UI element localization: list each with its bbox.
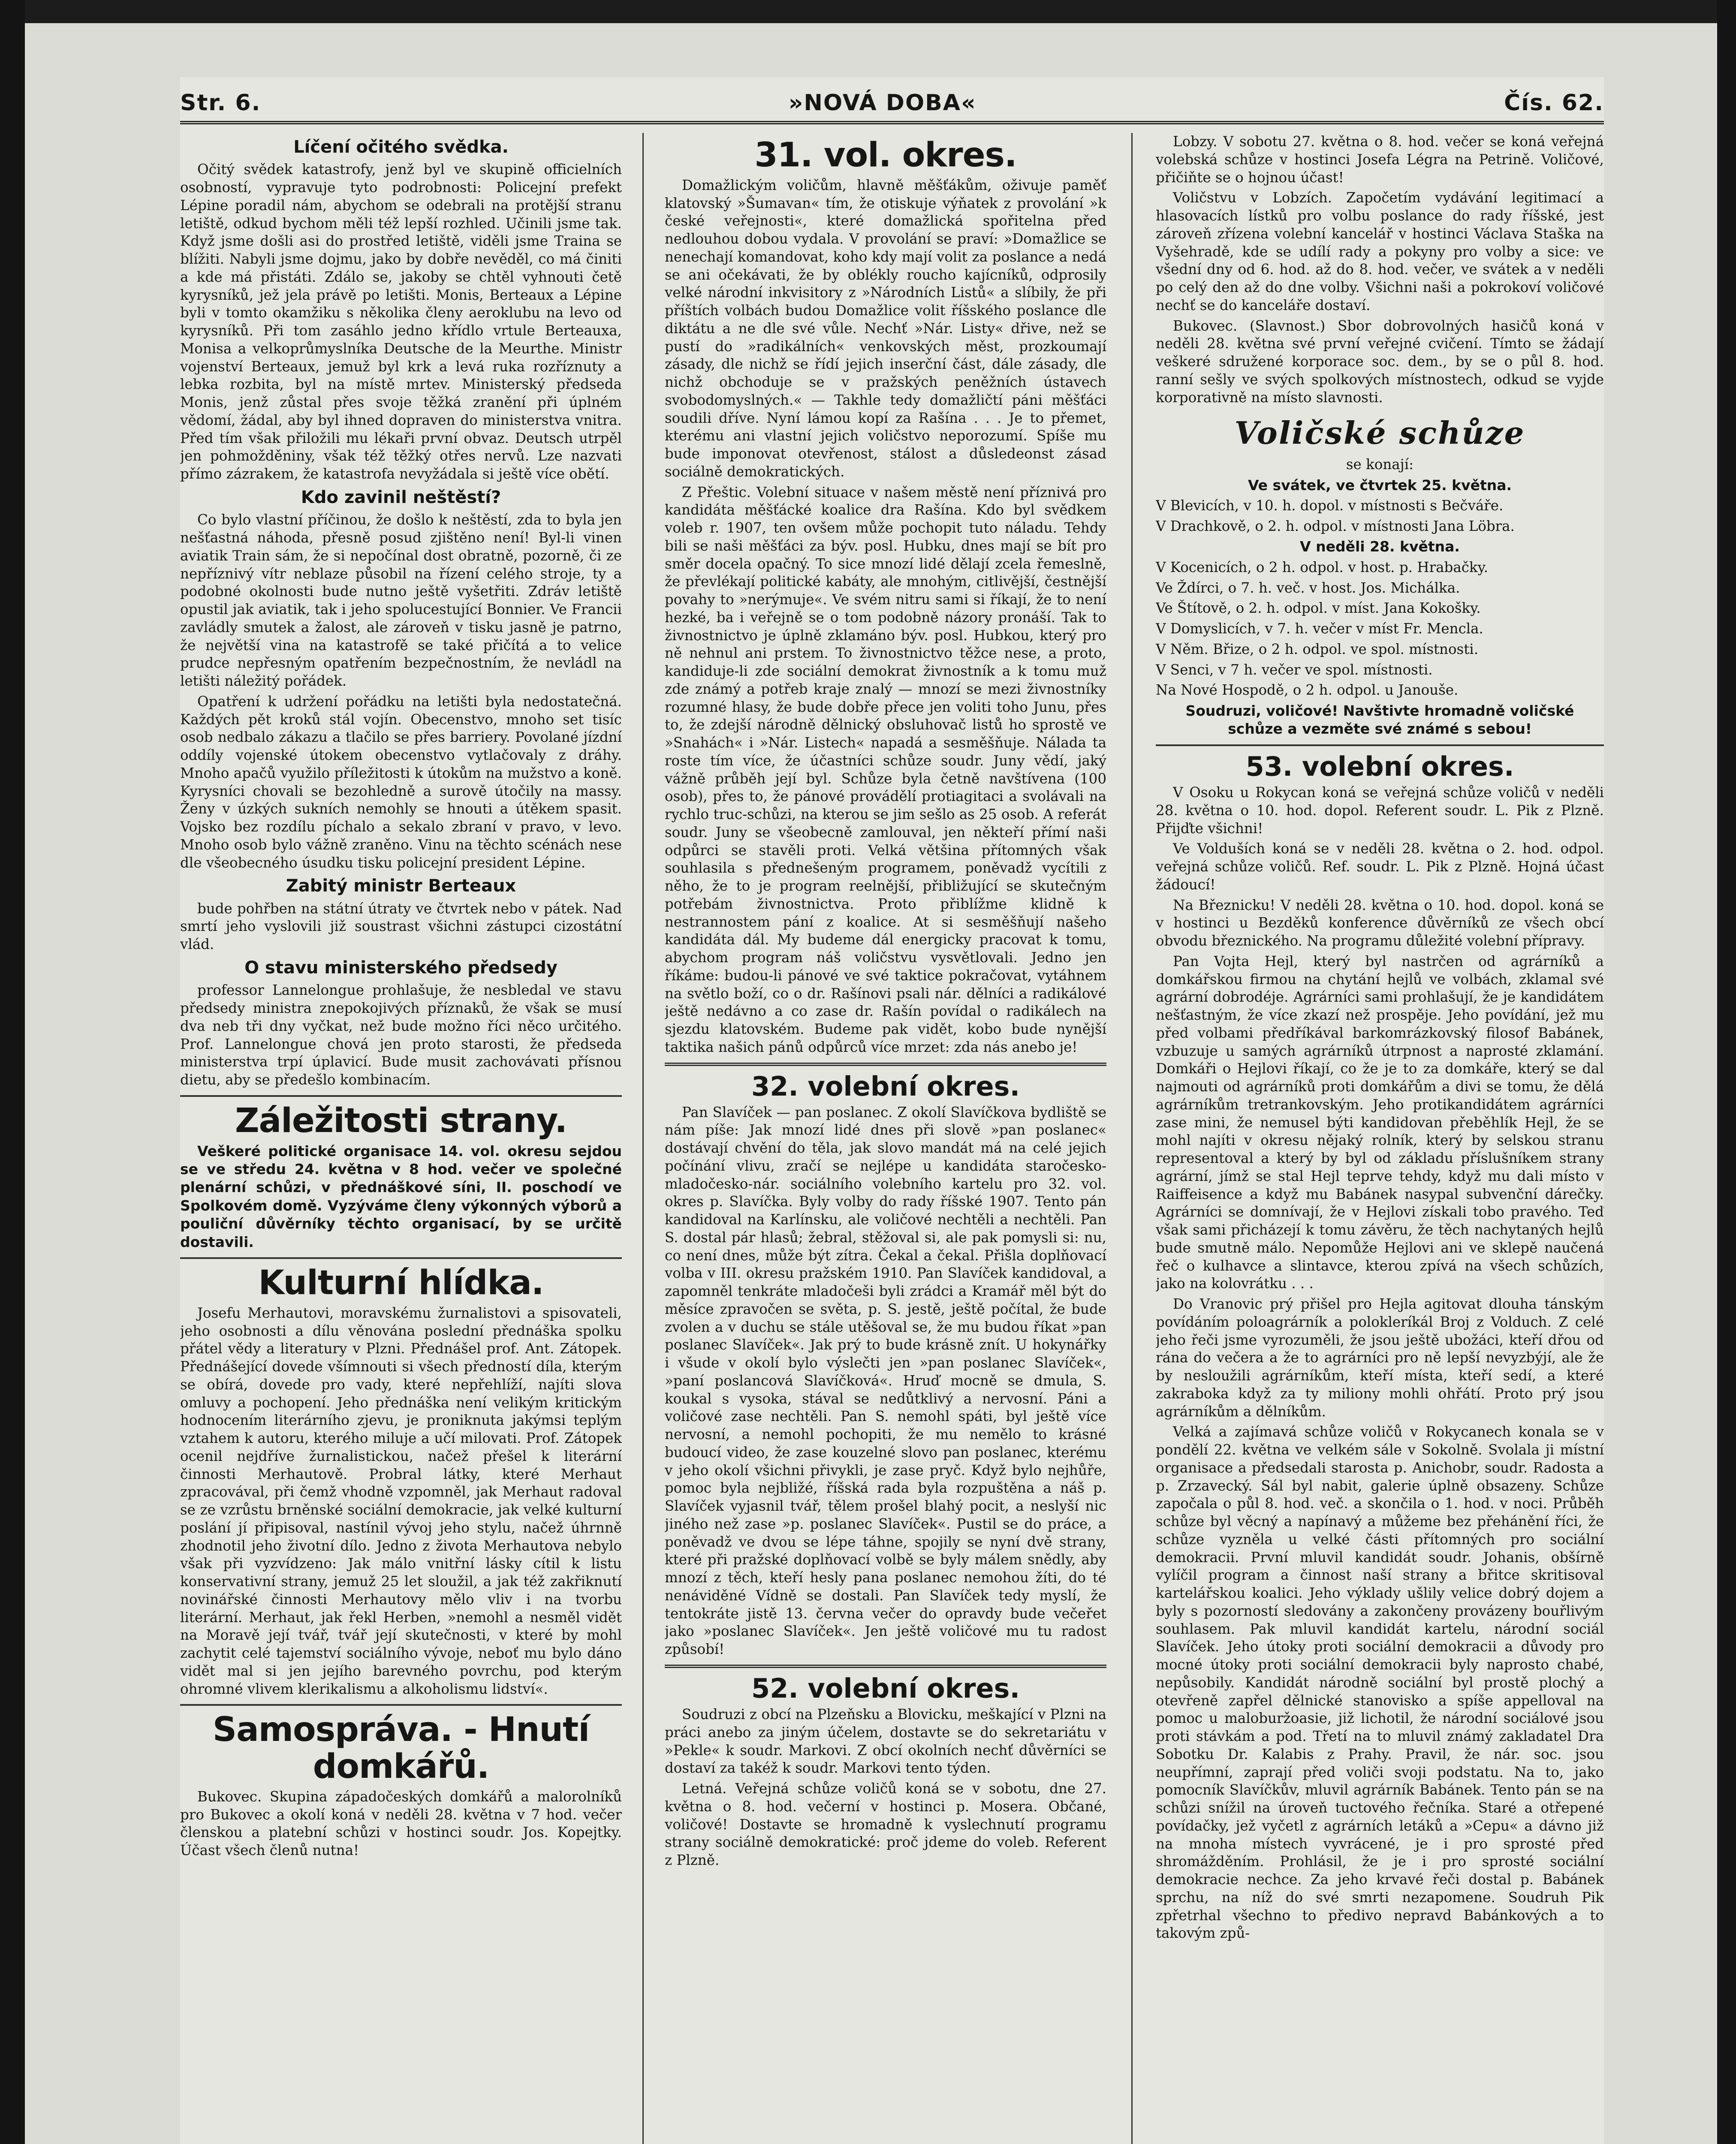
meetings-day-2: V neděli 28. května.	[1300, 538, 1460, 555]
meeting-item: V Senci, v 7 h. večer ve spol. místnosti.	[1156, 661, 1433, 678]
section-divider	[665, 1665, 1106, 1668]
section-divider	[665, 1063, 1106, 1066]
scan-border-right	[1717, 0, 1736, 2144]
article-body-premier-state: professor Lannelongue prohlašuje, že nesbledal ve stavu předsedy ministra znepokojivých příznaků, že však se musí dva neb tři dny vyčkat, než bude možno říci něco určitého. Prof. Lannelongue chová jen proto starosti, že předseda ministerstva trpí úplavicí. Bude musit zachovávati přísnou dietu, aby se předešlo kombinacím.	[180, 982, 622, 1088]
section-divider	[1156, 744, 1604, 746]
article-body-who-caused-2: Opatření k udržení pořádku na letišti byla nedostatečná. Každých pět kroků stál vojín. Obecenstvo, mnoho set tisíc osob nedbalo zákazu a tlačilo se přes barriery. Povolané jízdní oddíly vojenské útokem obecenstvo vytlačovaly z dráhy. Mnoho apačů využilo příležitosti k útokům na mužstvo a koně. Kyrysníci chovali se bezohledně a surově útočily na massy. Ženy v úzkých sukních nemohly se hnouti a útěkem spasit. Vojsko bez rozdílu píchalo a sekalo zbraní v pravo, v levo. Mnoho osob bylo vážně zraněno. Vinu na těchto scénách nese dle všeobecného úsudku tisku policejní president Lépine.	[180, 693, 622, 871]
section-title-district-52: 52. volební okres.	[751, 1672, 1020, 1704]
column-rule-1	[642, 133, 644, 2144]
article-body-minister-killed: bude pohřben na státní útraty ve čtvrtek nebo v pátek. Nad smrtí jeho vyslovili již soustrast všichni zástupci cizostátní vlád.	[180, 900, 622, 953]
meetings-day-1: Ve svátek, ve čtvrtek 25. května.	[1248, 476, 1512, 494]
meeting-item: Ve Ždírci, o 7. h. več. v host. Jos. Michálka.	[1156, 579, 1460, 596]
section-divider	[180, 1257, 622, 1259]
district-53-body-4: Pan Vojta Hejl, který byl nastrčen od agrárníků a domkářskou firmou na chytání hejlů ve volbách, zklamal své agrární dobrodéje. Agrárníci sami prohlašují, že je kandidátem nešťastným, že více zkazí než prospěje. Jeho povídání, jež mu před volbami předříkával barkomrázkovský filosof Babánek, vzbuzuje u samých agrárníků útrpnost a naprosté zklamání. Domkáři o Hejlovi říkají, co že je to za domkáře, který se dal najmouti od agrárníků proti domkářům a divi se tomu, že dělá agrárníkům tretrankovským. Jeho protikandidátem agrárníci zase mini, že nemusel býti kandidovan přeběhlík Hejl, že se mohl najíti v okresu nějaký rolník, který by selskou stranu representoval a který by byl od základu příslušníkem strany agrární, jímž se stal Hejl teprve tehdy, když mu dali místo v Raiffeisence a když mu Babánek nasypal subvenční dárečky. Agrárníci se domnívají, že v Hejlovi získali tobo pravého. Teď však sami přicházejí k tomu závěru, že těch nachytaných hejlů bude smutně málo. Nepomůže Hejlovi ani ve sklepě naučená řeč o kulhavce a slintavce, kterou zpívá na všech schůzích, jako na kolovrátku . . .	[1156, 953, 1604, 1292]
column-2	[665, 133, 1106, 2144]
column-3	[1156, 133, 1604, 2144]
masthead-title: »NOVÁ DOBA«	[788, 90, 976, 116]
district-52-body-1: Soudruzi z obcí na Plzeňsku a Blovicku, meškající v Plzni na práci anebo za jiným účelem, dostavte se do sekretariátu v »Pekle« k soudr. Markovi. Z obcí okolních nechť důvěrníci se dostaví za takéž k soudr. Markovi tento týden.	[665, 1706, 1106, 1777]
meeting-item: V Drachkově, o 2. h. odpol. v místnosti Jana Löbra.	[1156, 518, 1515, 534]
section-body-selfgov: Bukovec. Skupina západočeských domkářů a malorolníků pro Bukovec a okolí koná v neděli 28. května v 7 hod. večer členskou a platební schůzi v hostinci soudr. Jos. Kopejtky. Účast všech členů nutna!	[180, 1788, 622, 1859]
district-32-body: Pan Slavíček — pan poslanec. Z okolí Slavíčkova bydliště se nám píše: Jak mnozí lidé dnes při slově »pan poslanec« dostávají chvění do těla, jak slovo mandát má na celé jejich počínání vlivu, zračí se nejlépe u kandidáta staročesko-mladočesko-nár. sociálního volebního kartelu pro 32. vol. okres p. Slavíčka. Byly volby do rady říšské 1907. Tento pán kandidoval na Karlínsku, ale voličové nechtěli a nechtěli. Pan S. dostal pár hlasů; žebral, stěžoval si, ale pak pomysli si: nu, co není dnes, může být zítra. Čekal a čekal. Přišla doplňovací volba v III. okresu pražském 1910. Pan Slavíček kandidoval, a zapomněl tenkráte mladočeši byli zrádci a Kramář měl být do měsíce zpravočen se světa, p. S. jestě, ještě počítal, že bude zvolen a v duchu se stále utěšoval se, že mu budou říkat »pan poslanec Slavíček«. Jak prý to bude krásně znít. U hokynářky i všude v okolí bylo výslečti jen »pan poslanec Slavíček«, »paní poslancová Slavíčková«. Hruď mocně se dmula, S. koukal s vysoka, stával se nedůtklivý a nervosní. Páni a voličové zase nechtěli. Pan S. nemohl spáti, byl ještě více nervosní, a nemohl pochopiti, že mu nemělo to krásné budoucí video, že zase kouzelné slovo pan poslanec, kterému v jeho okolí všichni přivykli, je zase pryč. Když bylo nejhůře, pomoc byla nejbližé, říšská rada byla rozpuštěna a náš p. Slavíček vyjasnil tvář, tělem prošel blahý pocit, a neslyší nic jiného než zase »p. poslanec Slavíček«. Pustil se do práce, a poněvadž ve dvou se lépe táhne, spojily se nyní dvě strany, které při pražské doplňovací volbě se byly málem snědly, aby mnozí z těch, kteří hesly pana poslanec nemohou žíti, do té nenáviděné Vídně se dostali. Pan Slavíček tedy myslí, že tentokráte jistě 13. června večer do opravdy bude večeřet jako »poslanec Slavíček«. Jen ještě voličové mu tu radost způsobí!	[665, 1104, 1106, 1658]
district-53-body-1: V Osoku u Rokycan koná se veřejná schůze voličů v neděli 28. května o 10. hod. dopol. Referent soudr. L. Pik z Plzně. Přijďte všichni!	[1156, 784, 1604, 837]
section-title-voter-meetings: Voličské schůze	[1234, 415, 1525, 452]
section-title-district-53: 53. volební okres.	[1245, 750, 1514, 782]
district-53-body-2: Ve Volduších koná se v neděli 28. května o 2. hod. odpol. veřejná schůze voličů. Ref. soudr. L. Pik z Plzně. Hojná účast žádoucí!	[1156, 840, 1604, 893]
section-title-culture: Kulturní hlídka.	[258, 1263, 544, 1302]
section-title-district-32: 32. volební okres.	[751, 1070, 1020, 1102]
issue-number: Čís. 62.	[1504, 90, 1604, 116]
notice-lobzy: Lobzy. V sobotu 27. května o 8. hod. večer se koná veřejná volebská schůze v hostinci Josefa Légra na Petrině. Voličové, přičiňte se o hojnou účast!	[1156, 133, 1604, 186]
district-31-body-2: Z Přeštic. Volební situace v našem městě není příznivá pro kandidáta měšťácké koalice dra Rašína. Kdo byl svědkem voleb r. 1907, ten ovšem může pochopit tuto náladu. Tehdy bili se naši měšťáci za býv. posl. Hubku, dnes mají se bít pro směr docela opačný. To sice mnozí lidé dělají zcela řemeslně, že převlékají politické kabáty, ale mnohým, citlivější, čestnější povahy to »nerýmuje«. Ve svém nitru sami si říkají, že to není hezké, ba i veřejně se o tom podobně názory pronáší. Tak to živnostnictvo je úplně zklamáno býv. posl. Hubkou, který pro ně nehnul ani prstem. To živnostnictvo těžce nese, a proto, kandiduje-li zde sociální demokrat živnostník a k tomu muž zde známý a potřeb kraje znalý — mnozí se mezi živnostníky rozumné hlasy, že bude dobře přece jen voliti toho Junu, přes to, že zdejší národně dělnický obsluhovač listů ho sprostě ve »Snahách« i »Nár. Listech« napadá a sesměšňuje. Nálada ta roste tím více, že účastníci schůze soudr. Juny vědí, jaký vážně průběh její byl. Schůze byla četně navštívena (100 osob), přes to, že pánové provádělí protiagitaci a svolávali na rychlo truc-schůzi, na kterou se jim sešlo as 25 osob. A referát soudr. Juny se všeobecně zamlouval, jen někteří přímí naši odpůrci se stavěli proti. Velká většina přítomných však souhlasila s přednešeným programem, poněvadž vycítili z něho, že to je program reelnější, přibližující se skutečným potřebám živnostnictva. Proto přiblížme klidně k nestrannostem pání z koalice. At si sesměšňují našeho kandidáta dál. My budeme dál energicky pracovat k tomu, abychom program náš voličstvu vysvětlovali. Jedno jen říkáme: budou-li pánové ve své taktice pokračovat, vytáhnem na světlo boží, co o dr. Rašínovi psali nár. dělníci a radikálové ještě nedávno a co zase dr. Rašín povídal o radikálech na sjezdu klatovském. Budeme pak vidět, kobo bude nynější taktika našich pánů odpůrců více mrzet: zda nás anebo je!	[665, 484, 1106, 1055]
article-title-premier-state: O stavu ministerského předsedy	[244, 958, 558, 978]
article-title-witness: Líčení očitého svědka.	[293, 137, 509, 157]
section-body-culture: Josefu Merhautovi, moravskému žurnalistovi a spisovateli, jeho osobnosti a dílu věnována poslední přednáška spolku přátel vědy a literatury v Plzni. Přednášel prof. Ant. Zátopek. Přednášející dovede všímnouti si všech předností díla, kterým se obírá, dovede pro vady, které nepřehlíží, najíti slova omluvy a pochopení. Jeho přednáška není velikým kritickým hodnocením literárního zjevu, je proniknuta jakýmsi teplým vztahem k autoru, kterého miluje a učí milovati. Prof. Zátopek ocenil nejdříve žurnalistickou, načež přešel k literární činnosti Merhautově. Probral látky, které Merhaut zpracovával, při čemž vhodně vzpomněl, jak Merhaut radoval se ze vzrůstu brněnské sociální demokracie, jak velké kulturní poslání jí připisoval, nastínil vývoj jeho stylu, načež úhrnně zhodnotil jeho životní dílo. Jedno z života Merhautova nebylo však při vyzvídzeno: Jak málo vnitřní lásky cítil k listu konservativní strany, jemuž 25 let sloužil, a jak též zakřiknutí novinářské činnosti Merhautovy mělo vliv i na tvorbu literární. Merhaut, jak řekl Herben, »nemohl a nesměl vidět na Moravě její tvář, tvář její skutečnosti, v které by mohl zachytit celé tajemství sociálního vývoje, neboť mu bylo dáno vidět mal si jen jejího barevného povrchu, pod kterým ohromné vlivem klerikalismu a alkoholismu lidství«.	[180, 1304, 622, 1697]
section-divider	[180, 1095, 622, 1097]
meeting-item: Na Nové Hospodě, o 2 h. odpol. u Janouše.	[1156, 682, 1459, 699]
scan-border-top	[0, 0, 1736, 23]
meeting-item: Ve Štítově, o 2. h. odpol. v míst. Jana Kokošky.	[1156, 600, 1481, 617]
section-title-district-31: 31. vol. okres.	[754, 136, 1017, 175]
article-body-witness: Očitý svědek katastrofy, jenž byl ve skupině officielních osobností, vypravuje tyto podrobnosti: Policejní prefekt Lépine poradil nám, abychom se odebrali na protější stranu letiště, odkud bychom měli též lepší rozhled. Učinili jsme tak. Když jsme došli asi do prostřed letiště, viděli jsme Traina se blížiti. Nabyli jsme dojmu, jako by dobře nevěděl, co má činiti a kde má přistáti. Zdálo se, jakoby se chtěl vyhnouti četě kyrysníků, jež jela právě po letišti. Monis, Berteaux a Lépine byli v tomto okamžiku s několika členy aeroklubu na levo od kyrysníků. Při tom zasáhlo jedno křídlo vrtule Berteauxa, Monisa a velkoprůmyslníka Deutsche de la Meurthe. Ministr vojenství Berteaux, jemuž byl krk a levá ruka rozříznuty a lebka rozbita, byl na místě mrtev. Ministerský předseda Monis, jenž zůstal přes svoje těžká zranění při úplném vědomí, žádal, aby byl ihned dopraven do ministerstva vnitra. Před tím však přiložili mu lékaři první obvaz. Deutsch utrpěl jen pohmožděniny, však též těžký otřes nervů. Lze nazvati přímo zázrakem, že katastrofa nevyžádala si ještě více obětí.	[180, 161, 622, 482]
district-53-body-3: Na Březnicku! V neděli 28. května o 10. hod. dopol. koná se v hostinci u Bezděků konference důvěrníků ze všech obcí obvodu březnického. Na programu důležité volební přípravy.	[1156, 897, 1604, 949]
section-title-party: Záležitosti strany.	[235, 1101, 567, 1140]
page-header	[180, 77, 1604, 124]
scan-border-left	[0, 0, 25, 2144]
section-divider	[180, 1704, 622, 1706]
article-title-who-caused: Kdo zavinil neštěstí?	[301, 487, 501, 507]
meetings-call-to-action: Soudruzi, voličové! Navštivte hromadně voličské schůze a vezměte své známé s sebou!	[1185, 702, 1574, 738]
article-body-who-caused-1: Co bylo vlastní příčinou, že došlo k neštěstí, zda to byla jen nešťastná náhoda, přesně posud zjištěno není! Byl-li vinen aviatik Train sám, že si nepočínal dost obratně, pozorně, či ze nepříznivý vítr neblaze působil na řízení celého stroje, ty a podobné okolnosti bude nutno ještě vyšetřiti. Zdráv letiště opustil jak aviatik, tak i jeho spolucestující Bonnier. Ve Francii zavládly smutek a žalost, ale zároveň v tisku jasně je patrno, že největší vina na katastrofě se také přičítá a to velice prudce nepřesným opatřením bezpečnostním, že nevládl na letišti náležitý pořádek.	[180, 512, 622, 690]
district-53-body-6: Velká a zajímavá schůze voličů v Rokycanech konala se v pondělí 22. května ve velkém sále v Sokolně. Svolala ji místní organisace a předsedali starosta p. Anichobr, soudr. Radosta a p. Zrzavecký. Sál byl nabit, galerie úplně obsazeny. Schůze započala o půl 8. hod. več. a skončila o 1. hod. v noci. Průběh schůze byl věcný a napínavý a můžeme bez přehánění říci, že schůze vyzněla u velké části přítomných pro sociální demokracii. První mluvil kandidát soudr. Johanis, obšírně vylíčil program a činnost naší strany a břitce skritisoval kartelářskou koalici. Jeho výklady ušlily velice dobrý dojem a byly s pozorností sledovány a zakončeny provázeny bouřlivým souhlasem. Pak mluvil kandidát kartelu, národní sociál Slavíček. Jeho útoky proti sociální demokracii a důvody pro mocné útoky proti sociální demokracii byly naprosto chabé, nepůsobily. Kandidát národně sociální byl prostě plochý a otevřeně zapřel dělnické stanovisko a spíše appelloval na pomoc u maloburžoasie, již lichotil, že národní sociálové jsou proti stávkám a pod. Třetí na to mluvil známý zakladatel Dra Sobotku Dr. Kalabis z Prahy. Pravil, že nár. soc. jsou neupřímní, zaprají před voliči svoji podstatu. Na to, jako pomocník Slavíčkův, mluvil agrárník Babánek. Tento pán se na schůzi snížil na úroveň tuctového řečníka. Staré a otřepené povídačky, jež vyčetl z agrárních letáků a »Cepu« a dávno již na mnoha místech vyvrácené, je i pro sprosté před shromážděním. Prohlásil, že je i pro sprosté sociální demokracie nechce. Za jeho krvavé řeči dostal p. Babánek sprchu, na níž do své smrti nezapomene. Soudruh Pik zpřetrhal všechno to předivo nepravd Babánkových a to takovým způ-	[1156, 1424, 1604, 1942]
meetings-subtitle: se konají:	[1346, 456, 1414, 473]
section-body-party: Veškeré politické organisace 14. vol. okresu sejdou se ve středu 24. května v 8 hod. večer ve společné plenární schůzi, v přednáškové síni, II. poschodí ve Spolkovém domě. Vyzýváme členy výkonných výborů a pouliční důvěrníky těchto organisací, by se určitě dostavili.	[180, 1142, 622, 1250]
meeting-item: V Kocenicích, o 2 h. odpol. v host. p. Hrabačky.	[1156, 559, 1488, 575]
district-53-body-5: Do Vranovic prý přišel pro Hejla agitovat dlouha tánským povídáním poloagrárník a polokleríkál Broj z Volduch. Z celé jeho řeči jsme vyrozuměli, že jsou ještě ubožáci, kteří dřou od rána do večera a že to agrárníci pro ně lepší nevyzbýjí, ale že by nesloužili agrárníkům, kteří místa, kteří sedí, a které zakraboka když za ty miliony mohli ohřátí. Proto prý jsou agrárníkům a dělníkům.	[1156, 1296, 1604, 1420]
article-title-minister-killed: Zabitý ministr Berteaux	[286, 876, 516, 896]
notice-bukovec: Bukovec. (Slavnost.) Sbor dobrovolných hasičů koná v neděli 28. května své první veřejné cvičení. Tímto se žádají veškeré sdružené korporace soc. dem., by se o půl 8. hod. ranní sešly ve svých spolkových místnostech, odkud se vyjde korporativně na místo slavnosti.	[1156, 317, 1604, 406]
section-title-selfgov: Samospráva. - Hnutí domkářů.	[212, 1710, 590, 1786]
meeting-item: V Něm. Břize, o 2 h. odpol. ve spol. místnosti.	[1156, 641, 1479, 657]
meeting-item: V Domyslicích, v 7. h. večer v míst Fr. Mencla.	[1156, 620, 1483, 637]
column-1	[180, 133, 622, 2144]
page-number: Str. 6.	[180, 90, 261, 116]
meeting-item: V Blevicích, v 10. h. dopol. v místnosti s Bečváře.	[1156, 497, 1504, 514]
newspaper-page	[180, 77, 1604, 2144]
notice-lobzy-voters: Voličstvu v Lobzích. Započetím vydávání legitimací a hlasovacích lístků pro volbu poslance do rady říšské, jest zároveň zřízena volební kancelář v hostinci Václava Staška na Vyšehradě, kde se udílí rady a pokyny pro volby a sice: ve všední dny od 6. hod. až do 8. hod. večer, ve svátek a v neděli po celý den až do dne volby. Všichni naši a pokrokoví voličové nechť se do kanceláře dostaví.	[1156, 190, 1604, 313]
column-rule-2	[1131, 133, 1133, 2144]
district-52-body-2: Letná. Veřejná schůze voličů koná se v sobotu, dne 27. května o 8. hod. večerní v hostinci p. Mosera. Občané, voličové! Dostavte se hromadně k vyslechnutí programu strany sociálně demokratické: proč jdeme do voleb. Referent z Plzně.	[665, 1780, 1106, 1869]
district-31-body-1: Domažlickým voličům, hlavně měšťákům, oživuje paměť klatovský »Šumavan« tím, že otiskuje výňatek z provolání »k české veřejnosti«, které domažlická spořitelna před nedlouhou dobou vydala. V provolání se praví: »Domažlice se nenechají komandovat, koho kdy mají volit za poslance a nedá se ani očekávati, že by oblékly roucho kajícníků, odprosily velké národní inkvisitory z »Národních Listů« a slíbily, že při příštích volbách budou Domažlice volit říšského poslance dle diktátu a ne dle své vůle. Nechť »Nár. Listy« dřive, než se pustí do »radikálních« venkovských měst, prozkoumají zásady, dle nichž se řídí jejich inserční část, dále zásady, dle nichž obchoduje se v pražských peněžních ústavech svobodomyslných.« — Takhle tedy domažličtí páni měšťáci soudili dříve. Nyní lámou kopí za Rašína . . . Je to přemet, kterému ani vlastní jejich voličstvo neporozumí. Spíše mu bude imponovat otevřenost, stálost a důsledeonst zásad sociálně demokratických.	[665, 177, 1106, 480]
